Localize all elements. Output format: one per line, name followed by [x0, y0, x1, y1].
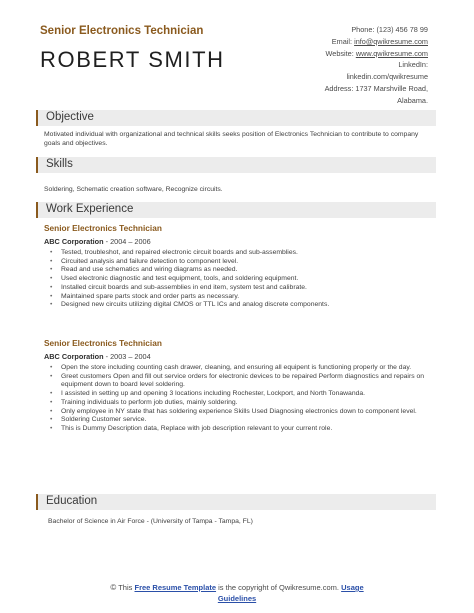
address-line-2: Alabama. [397, 95, 428, 105]
list-item: • Only employee in NY state that has soldering experience Skills Used Diagnosing electronics down to component level. [61, 408, 451, 417]
list-item: • Soldering Customer service. [61, 416, 451, 425]
work-experience-section-header [36, 202, 436, 218]
objective-text: Motivated individual with organizational and technical skills seeks position of Electronics Technician to contribute to company goals and objectives. [44, 131, 419, 147]
list-item: • Greet customers Open and fill out service orders for electronic devices to be repaired Perform diagnostics and repairs on equipment down to board level soldering. [61, 373, 451, 390]
resume-job-title: Senior Electronics Technician [40, 25, 204, 37]
job-2-bullets [44, 364, 451, 434]
email-link[interactable]: info@qwikresume.com [354, 36, 428, 46]
phone-line: Phone: (123) 456 78 99 [351, 25, 428, 34]
copyright-icon: © [110, 583, 117, 592]
footer-middle: is the copyright of Qwikresume.com. [218, 583, 340, 592]
job-1-title: Senior Electronics Technician [44, 223, 162, 233]
list-item: • Designed new circuits utilizing digital CMOS or TTL ICs and analog discrete components. [61, 301, 451, 310]
website-label: Website: [325, 48, 354, 58]
objective-heading: Objective [46, 111, 94, 123]
email-label: Email: [331, 36, 353, 46]
education-text: Bachelor of Science in Air Force - (University of Tampa - Tampa, FL) [48, 518, 253, 525]
address-line-1: Address: 1737 Marshville Road, [324, 83, 428, 93]
work-experience-heading: Work Experience [46, 203, 134, 215]
skills-section-header [36, 157, 436, 173]
job-1-bullets [44, 249, 451, 310]
job-1-company-line [44, 237, 151, 246]
footer-prefix: This [118, 583, 133, 592]
job-2-title: Senior Electronics Technician [44, 338, 162, 348]
free-resume-template-link[interactable]: Free Resume Template [134, 583, 217, 592]
list-item: • Tested, troubleshot, and repaired electronic circuit boards and sub-assemblies. [61, 249, 451, 258]
linkedin-label: LinkedIn: [398, 60, 428, 70]
list-item: • Maintained spare parts stock and order parts as necessary. [61, 293, 451, 302]
email-line [228, 36, 428, 48]
skills-text: Soldering, Schematic creation software, Recognize circuits. [44, 186, 223, 193]
website-link[interactable]: www.qwikresume.com [355, 48, 428, 58]
contact-block [228, 24, 428, 107]
copyright-footer [0, 583, 474, 604]
job-2-company-line [44, 352, 151, 361]
list-item: • Installed circuit boards and sub-assemblies in end item, system test and calibrate. [61, 284, 451, 293]
usage-link[interactable]: Usage [341, 583, 364, 592]
list-item: • Used electronic diagnostic and test equipment, tools, and soldering equipment. [61, 275, 451, 284]
education-section-header [36, 494, 436, 510]
linkedin-value: linkedin.com/qwikresume [346, 72, 428, 82]
job-1-dates: - 2004 – 2006 [103, 237, 151, 246]
skills-heading: Skills [46, 158, 73, 170]
candidate-name: ROBERT SMITH [40, 47, 225, 72]
education-heading: Education [46, 495, 98, 507]
list-item: • Circuited analysis and failure detection to component level. [61, 258, 451, 267]
job-2-company: ABC Corporation [44, 352, 104, 361]
website-line [228, 48, 428, 60]
objective-section-header [36, 110, 436, 126]
job-1-company: ABC Corporation [44, 237, 104, 246]
job-2-dates: - 2003 – 2004 [103, 352, 151, 361]
list-item: • Training individuals to perform job duties, mainly soldering. [61, 399, 451, 408]
guidelines-link[interactable]: Guidelines [217, 593, 257, 603]
list-item: • This is Dummy Description data, Replace with job description relevant to your current role. [61, 425, 451, 434]
list-item: • Read and use schematics and wiring diagrams as needed. [61, 266, 451, 275]
list-item: • I assisted in setting up and opening 3 locations including Rochester, Lockport, and North Tonawanda. [61, 390, 451, 399]
list-item: • Open the store including counting cash drawer, cleaning, and ensuring all equipent is functioning properly or the day. [61, 364, 451, 373]
